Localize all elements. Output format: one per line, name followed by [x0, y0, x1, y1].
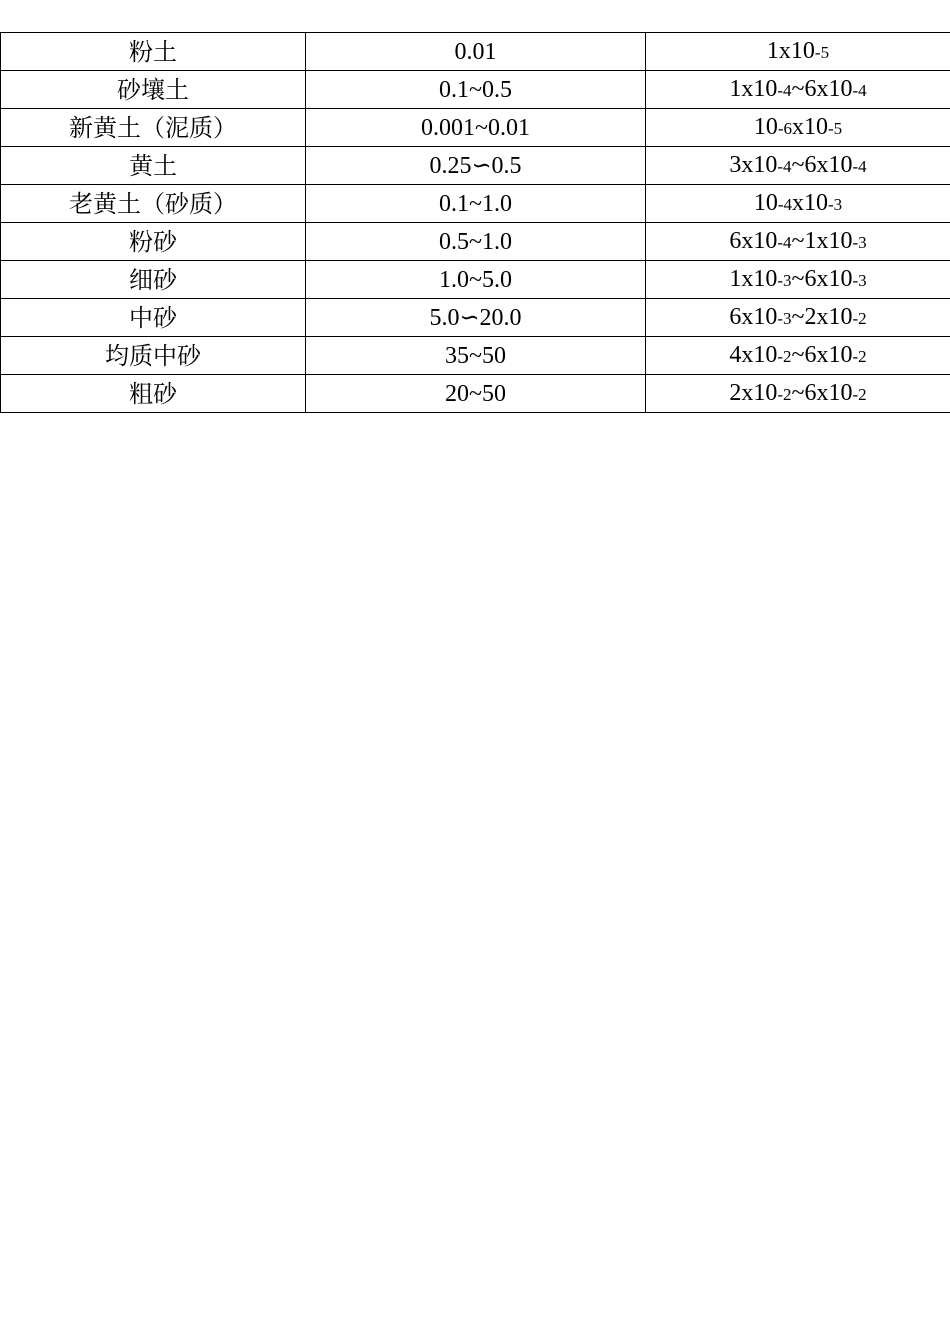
coefficient-exponent: -3 [828, 194, 843, 214]
coefficient-exponent: -4 [777, 80, 792, 100]
coefficient-cell [646, 337, 950, 375]
coefficient-cell [646, 223, 950, 261]
coefficient-base: ~6x10 [791, 75, 853, 102]
coefficient-base: ~6x10 [791, 151, 853, 178]
table-body [1, 33, 950, 413]
table-row [1, 147, 950, 185]
coefficient-exponent: -5 [814, 42, 830, 62]
coefficient-base: ~6x10 [791, 341, 853, 368]
table-row [1, 299, 950, 337]
range-cell: 0.5~1.0 [306, 223, 646, 261]
coefficient-base: x10 [792, 189, 828, 216]
coefficient-base: 1x10 [729, 265, 778, 292]
coefficient-exponent: -2 [777, 384, 792, 404]
coefficient-cell [646, 33, 950, 71]
soil-type-cell: 粉砂 [1, 223, 306, 261]
coefficient-base: ~1x10 [791, 227, 853, 254]
coefficient-exponent: -5 [828, 118, 843, 138]
coefficient-base: 4x10 [729, 341, 778, 368]
coefficient-exponent: -3 [777, 308, 792, 328]
table-row [1, 337, 950, 375]
range-cell: 5.0∽20.0 [306, 299, 646, 337]
range-cell: 35~50 [306, 337, 646, 375]
table-row [1, 109, 950, 147]
coefficient-cell [646, 109, 950, 147]
coefficient-base: 10 [753, 189, 778, 216]
soil-type-cell: 细砂 [1, 261, 306, 299]
soil-type-cell: 新黄土（泥质） [1, 109, 306, 147]
coefficient-base: 1x10 [729, 75, 778, 102]
coefficient-exponent: -2 [852, 308, 867, 328]
range-cell: 0.1~0.5 [306, 71, 646, 109]
coefficient-cell [646, 185, 950, 223]
coefficient-base: 6x10 [729, 227, 778, 254]
coefficient-base: 6x10 [729, 303, 778, 330]
coefficient-base: x10 [792, 113, 828, 140]
range-cell: 20~50 [306, 375, 646, 413]
coefficient-exponent: -4 [852, 156, 867, 176]
table-row [1, 71, 950, 109]
range-cell: 0.01 [306, 33, 646, 71]
coefficient-exponent: -3 [852, 232, 867, 252]
coefficient-cell [646, 71, 950, 109]
coefficient-exponent: -2 [852, 346, 867, 366]
coefficient-base: 3x10 [729, 151, 778, 178]
soil-type-cell: 黄土 [1, 147, 306, 185]
coefficient-base: ~6x10 [791, 265, 853, 292]
range-cell: 0.25∽0.5 [306, 147, 646, 185]
coefficient-base: ~6x10 [791, 379, 853, 406]
coefficient-base: 1x10 [766, 37, 815, 64]
table-row [1, 185, 950, 223]
coefficient-cell [646, 375, 950, 413]
range-cell: 0.001~0.01 [306, 109, 646, 147]
coefficient-exponent: -2 [777, 346, 792, 366]
range-cell: 1.0~5.0 [306, 261, 646, 299]
coefficient-exponent: -3 [777, 270, 792, 290]
table-row [1, 33, 950, 71]
coefficient-exponent: -3 [852, 270, 867, 290]
coefficient-cell [646, 261, 950, 299]
coefficient-exponent: -2 [852, 384, 867, 404]
coefficient-cell [646, 147, 950, 185]
soil-type-cell: 均质中砂 [1, 337, 306, 375]
coefficient-exponent: -4 [777, 156, 792, 176]
soil-type-cell: 中砂 [1, 299, 306, 337]
coefficient-exponent: -6 [777, 118, 792, 138]
soil-type-cell: 粗砂 [1, 375, 306, 413]
coefficient-exponent: -4 [777, 232, 792, 252]
coefficient-cell [646, 299, 950, 337]
coefficient-base: 10 [753, 113, 778, 140]
table-row [1, 261, 950, 299]
range-cell: 0.1~1.0 [306, 185, 646, 223]
soil-permeability-table [0, 32, 950, 413]
soil-type-cell: 砂壤土 [1, 71, 306, 109]
coefficient-exponent: -4 [777, 194, 792, 214]
coefficient-exponent: -4 [852, 80, 867, 100]
soil-type-cell: 老黄土（砂质） [1, 185, 306, 223]
table-row [1, 375, 950, 413]
coefficient-base: 2x10 [729, 379, 778, 406]
soil-type-cell: 粉土 [1, 33, 306, 71]
coefficient-base: ~2x10 [791, 303, 853, 330]
table-row [1, 223, 950, 261]
